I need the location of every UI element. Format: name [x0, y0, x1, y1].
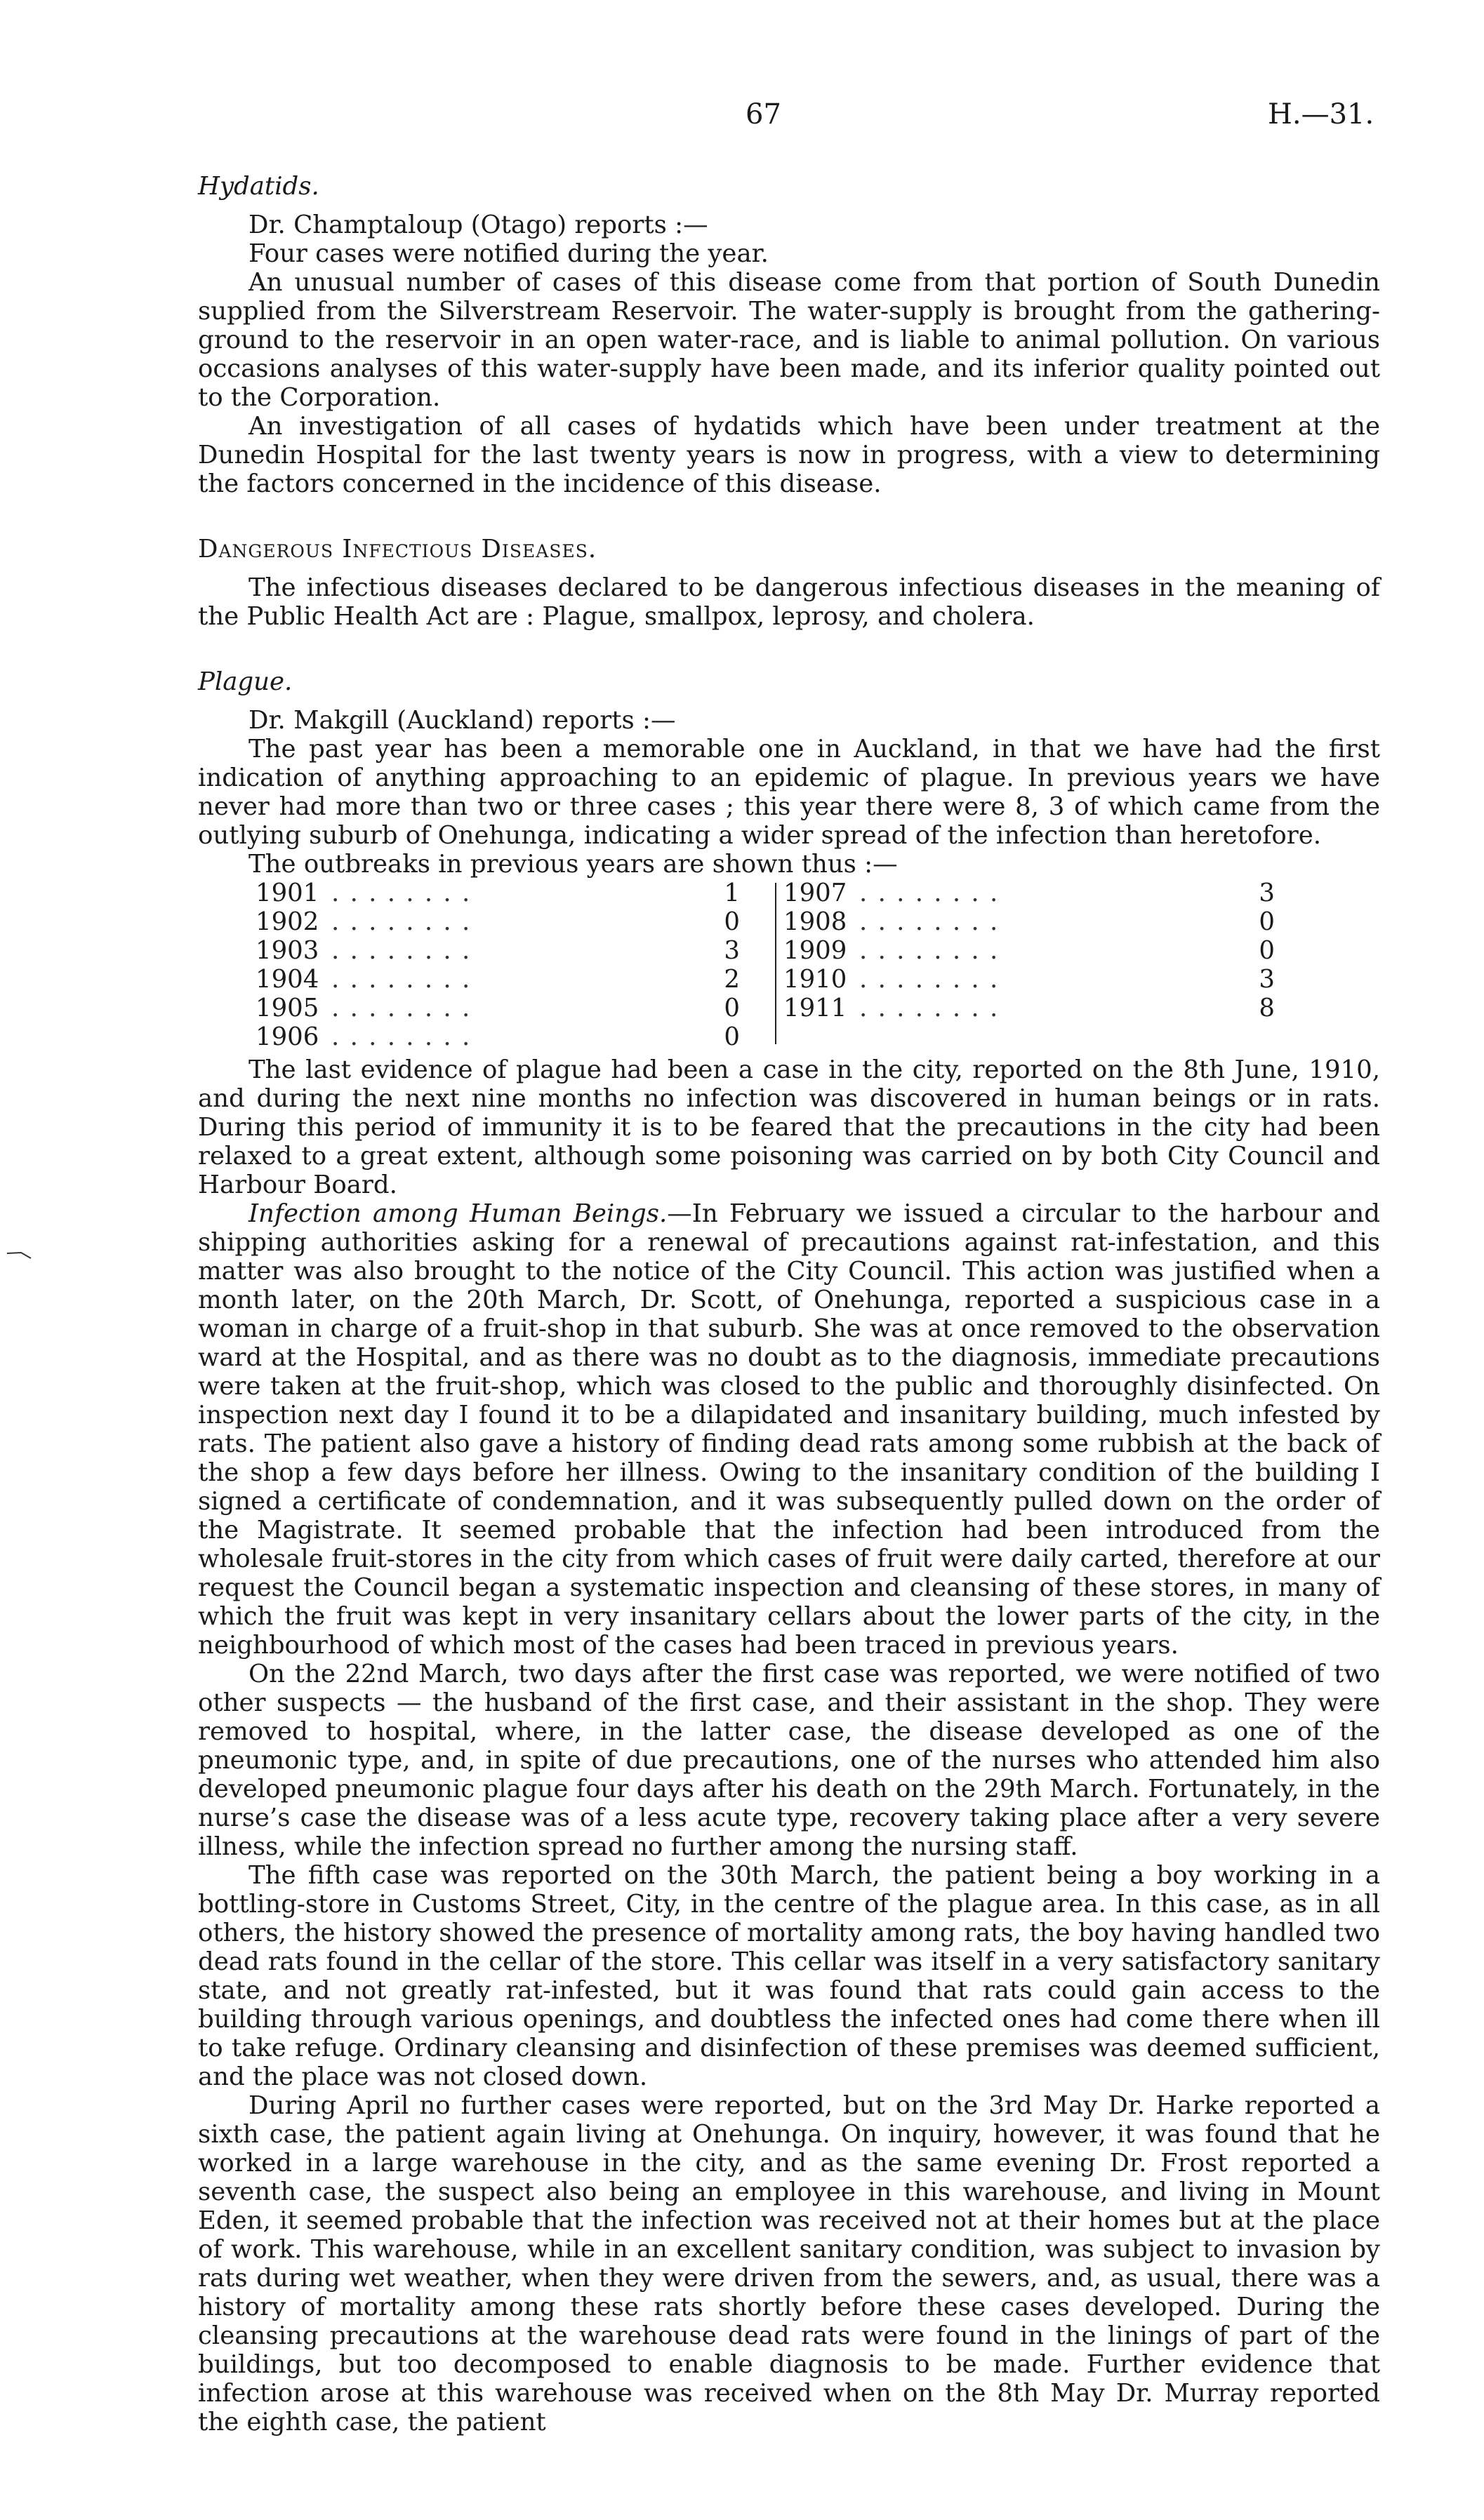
count-cell: 0	[724, 1022, 740, 1051]
plague-paragraph-2: The last evidence of plague had been a case in the city, reported on the 8th June, 1910, and during the next nine months no infection was discovered in human beings or in rats. During this period of immunity it is to be feared that the precautions in the city had been relaxed to a great extent, although some poisoning was carried on by both City Council and Harbour Board.	[198, 1055, 1380, 1199]
dot-leader: . . . . . . . .	[331, 965, 472, 994]
year-cell: 1902	[256, 907, 319, 936]
column-divider	[775, 883, 776, 1044]
year-cell: 1904	[256, 965, 319, 994]
dot-leader: . . . . . . . .	[331, 936, 472, 965]
dot-leader: . . . . . . . .	[859, 936, 1000, 965]
hydatids-paragraph-3: An investigation of all cases of hydatids which have been under treatment at the Dunedin Hospital for the last twenty years is now in progress, with a view to determining the factors concerned in the incidence of this disease.	[198, 412, 1380, 498]
plague-heading: Plague.	[198, 667, 293, 696]
outbreaks-table	[198, 879, 1380, 1051]
year-cell: 1903	[256, 936, 319, 965]
count-cell: 0	[724, 907, 740, 936]
plague-paragraph-3	[198, 1199, 1380, 1660]
dangerous-diseases-paragraph: The infectious diseases declared to be dangerous infectious diseases in the meaning of the Public Health Act are : Plague, smallpox, leprosy, and cholera.	[198, 573, 1380, 631]
plague-paragraph-5: The fifth case was reported on the 30th March, the patient being a boy working in a bottling-store in Customs Street, City, in the centre of the plague area. In this case, as in all others, the history showed the presence of mortality among rats, the boy having handled two dead rats found in the cellar of the store. This cellar was itself in a very satisfactory sanitary state, and not greatly rat-infested, but it was found that rats could gain access to the building through various openings, and doubtless the infected ones had come there when ill to take refuge. Ordinary cleansing and disinfection of these premises was deemed sufficient, and the place was not closed down.	[198, 1861, 1380, 2091]
table-row	[783, 936, 1275, 965]
count-cell: 2	[724, 965, 740, 994]
year-cell: 1907	[783, 879, 847, 907]
dot-leader: . . . . . . . .	[859, 879, 1000, 907]
count-cell: 3	[1259, 879, 1275, 907]
plague-paragraph-6: During April no further cases were reported, but on the 3rd May Dr. Harke reported a sixth case, the patient again living at Onehunga. On inquiry, however, it was found that he worked in a large warehouse in the city, and as the same evening Dr. Frost reported a seventh case, the suspect also being an employee in this warehouse, and living in Mount Eden, it seemed probable that the infection was received not at their homes but at the place of work. This warehouse, while in an excellent sanitary condition, was subject to invasion by rats during wet weather, when they were driven from the sewers, and, as usual, there was a history of mortality among these rats shortly before these cases developed. During the cleansing precautions at the warehouse dead rats were found in the linings of part of the buildings, but too decomposed to enable diagnosis to be made. Further evidence that infection arose at this warehouse was received when on the 8th May Dr. Murray reported the eighth case, the patient	[198, 2091, 1380, 2436]
dot-leader: . . . . . . . .	[331, 907, 472, 936]
table-row	[783, 965, 1275, 994]
table-row	[256, 907, 740, 936]
count-cell: 8	[1259, 994, 1275, 1022]
outbreaks-intro: The outbreaks in previous years are shown thus :—	[249, 850, 898, 879]
page-number: 67	[746, 98, 781, 131]
table-row	[256, 936, 740, 965]
table-row	[783, 994, 1275, 1022]
hydatids-reporter: Dr. Champtaloup (Otago) reports :—	[249, 211, 708, 239]
table-row	[783, 907, 1275, 936]
count-cell: 0	[724, 994, 740, 1022]
table-row	[783, 879, 1275, 907]
dot-leader: . . . . . . . .	[859, 994, 1000, 1022]
margin-pencil-mark	[6, 1251, 34, 1260]
dot-leader: . . . . . . . .	[331, 994, 472, 1022]
outbreaks-column-left	[256, 879, 740, 1051]
table-row	[256, 994, 740, 1022]
year-cell: 1905	[256, 994, 319, 1022]
year-cell: 1901	[256, 879, 319, 907]
count-cell: 1	[724, 879, 740, 907]
year-cell: 1910	[783, 965, 847, 994]
plague-paragraph-1: The past year has been a memorable one in Auckland, in that we have had the first indication of anything approaching to an epidemic of plague. In previous years we have never had more than two or three cases ; this year there were 8, 3 of which came from the outlying suburb of Onehunga, indicating a wider spread of the infection than heretofore.	[198, 735, 1380, 850]
table-row	[256, 879, 740, 907]
table-row	[256, 965, 740, 994]
table-row	[256, 1022, 740, 1051]
plague-paragraph-4: On the 22nd March, two days after the first case was reported, we were notified of two other suspects — the husband of the first case, and their assistant in the shop. They were removed to hospital, where, in the latter case, the disease developed as one of the pneumonic type, and, in spite of due precautions, one of the nurses who attended him also developed pneumonic plague four days after his death on the 29th March. Fortunately, in the nurse’s case the disease was of a less acute type, recovery taking place after a very severe illness, while the infection spread no further among the nursing staff.	[198, 1660, 1380, 1861]
page-body	[198, 172, 1380, 2436]
count-cell: 0	[1259, 907, 1275, 936]
dot-leader: . . . . . . . .	[859, 965, 1000, 994]
year-cell: 1909	[783, 936, 847, 965]
count-cell: 3	[724, 936, 740, 965]
infection-subheading: Infection among Human Beings.	[249, 1199, 668, 1228]
year-cell: 1908	[783, 907, 847, 936]
hydatids-heading: Hydatids.	[198, 172, 319, 201]
hydatids-paragraph-2: An unusual number of cases of this disease come from that portion of South Dunedin supplied from the Silverstream Reservoir. The water-supply is brought from the gathering-ground to the reservoir in an open water-race, and is liable to animal pollution. On various occasions analyses of this water-supply have been made, and its inferior quality pointed out to the Corporation.	[198, 268, 1380, 412]
page-header	[0, 98, 1484, 140]
plague-reporter: Dr. Makgill (Auckland) reports :—	[249, 706, 676, 735]
plague-paragraph-3-text: —In February we issued a circular to the harbour and shipping authorities asking for a renewal of precautions against rat-infestation, and this matter was also brought to the notice of the City Council. This action was justified when a month later, on the 20th March, Dr. Scott, of Onehunga, reported a suspicious case in a woman in charge of a fruit-shop in that suburb. She was at once removed to the observation ward at the Hospital, and as there was no doubt as to the diagnosis, immediate precautions were taken at the fruit-shop, which was closed to the public and thoroughly disinfected. On inspection next day I found it to be a dilapidated and insanitary building, much infested by rats. The patient also gave a history of finding dead rats among some rubbish at the back of the shop a few days before her illness. Owing to the insanitary condition of the building I signed a certificate of condemnation, and it was subsequently pulled down on the order of the Magistrate. It seemed probable that the infection had been introduced from the wholesale fruit-stores in the city from which cases of fruit were daily carted, therefore at our request the Council began a systematic inspection and cleansing of these stores, in many of which the fruit was kept in very insanitary cellars about the lower parts of the city, in the neighbourhood of which most of the cases had been traced in previous years.	[198, 1199, 1380, 1660]
hydatids-paragraph-1: Four cases were notified during the year.	[249, 239, 769, 268]
dangerous-diseases-heading: Dangerous Infectious Diseases.	[198, 535, 597, 564]
dot-leader: . . . . . . . .	[859, 907, 1000, 936]
dot-leader: . . . . . . . .	[331, 879, 472, 907]
year-cell: 1906	[256, 1022, 319, 1051]
count-cell: 3	[1259, 965, 1275, 994]
dot-leader: . . . . . . . .	[331, 1022, 472, 1051]
document-reference: H.—31.	[1268, 98, 1374, 131]
outbreaks-column-right	[783, 879, 1275, 1022]
year-cell: 1911	[783, 994, 847, 1022]
count-cell: 0	[1259, 936, 1275, 965]
